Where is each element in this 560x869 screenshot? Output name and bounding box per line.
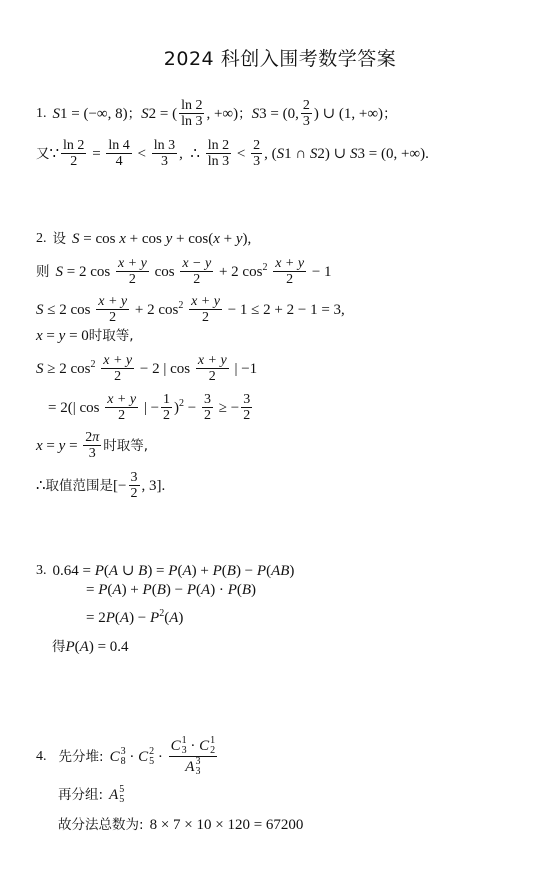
page-title: 2024 科创入围考数学答案	[163, 48, 397, 70]
q1-you: 又	[36, 145, 50, 162]
q2-line-6: = 2(| cos $\frac{x + y}{2}$ | − $\frac{1}{2}$ )$^2$ − $\frac{3}{2}$ ≥ − $\frac{3}{2}$	[48, 392, 251, 423]
q1-frac-2-3: $\frac{2}{3}$	[302, 98, 310, 129]
q2-line-4: x = y = 0 时取等,	[36, 328, 134, 344]
q2-line-2: 则 S = 2 cos $\frac{x + y}{2}$ cos $\frac{x - y}{2}$ + 2 $\cos^2$ $\frac{x + y}{2}$ − 1	[36, 256, 332, 287]
q3-line-4: 得 P ( A ) = 0.4	[52, 639, 129, 655]
q4-step-2: 再分组:	[58, 787, 104, 803]
q1-number: 1.	[36, 105, 47, 121]
q2-equality-1: 时取等,	[88, 328, 134, 344]
q2-number: 2.	[36, 231, 47, 246]
q4-step-3: 故分法总数为:	[58, 817, 144, 833]
q2-line-7: x = y = $\frac{2\pi}{3}$ 时取等,	[36, 430, 149, 461]
q4-number: 4.	[36, 748, 47, 764]
q3-line-2: = P ( A ) + P ( B ) − P ( A ) · P ( B )	[86, 582, 257, 598]
q3-line-3: = 2 P ( A ) − P $^2$( A )	[86, 608, 184, 626]
q3-de: 得	[52, 639, 66, 655]
q1-sep: ；	[127, 105, 142, 122]
q4-line-2: 再分组: A 5 5	[58, 784, 125, 805]
q4-line-3	[58, 815, 303, 835]
q2-line-3: S ≤ 2 cos $\frac{x + y}{2}$ + 2 $\cos^2$ $\frac{x + y}{2}$ − 1 ≤ 2 + 2 − 1 = 3,	[36, 294, 345, 325]
q2-range-label: 取值范围是	[45, 477, 114, 494]
q3-number: 3.	[36, 563, 47, 578]
q3-line-1: 3. 0.64 = P ( A ∪ B ) = P ( A ) + P ( B ) − P ( AB )	[36, 563, 295, 579]
q2-line-8: ∴ 取值范围是 [− $\frac{3}{2}$ , 3].	[36, 470, 166, 501]
q2-line-5: S ≥ 2 $\cos^2$ $\frac{x + y}{2}$ − 2 | cos $\frac{x + y}{2}$ | −1	[36, 353, 258, 384]
q4-total: 8 × 7 × 10 × 120 = 67200	[149, 817, 304, 833]
q1-frac-ln2-ln3: $\frac{\ln 2}{\ln 3}$	[181, 98, 203, 129]
q2-equality-2: 时取等,	[103, 437, 149, 454]
q2-she: 设	[52, 231, 66, 247]
q4-step-1: 先分堆:	[58, 748, 104, 765]
q2-line-1: 2. 设 S = cos x + cos y + cos( x + y ),	[36, 231, 252, 247]
q4-frac: C 1 3 · C 1 2 A 3 3	[170, 735, 216, 777]
q1-line-2: 又 ∵ $\frac{\ln 2}{2}$ = $\frac{\ln 4}{4}$ < $\frac{\ln 3}{3}$ , ∴ $\frac{\ln 2}{\ln 3}$ < $\frac{2}{3}$ , ( S 1 ∩ S 2 ) ∪ S 3 = (0, +∞).	[36, 138, 429, 169]
q4-line-1: 4. 先分堆: C 3 8 · C 2 5 · C 1 3 · C 1 2 A 3 3	[36, 735, 216, 777]
q2-ze: 则	[36, 263, 50, 280]
q1-line-1: 1. S 1 = (−∞, 8) ； S 2 = ( $\frac{\ln 2}{\ln 3}$ , +∞) ； S 3 = (0, $\frac{2}{3}$ ) ∪ (1, +∞) ；	[36, 98, 397, 129]
